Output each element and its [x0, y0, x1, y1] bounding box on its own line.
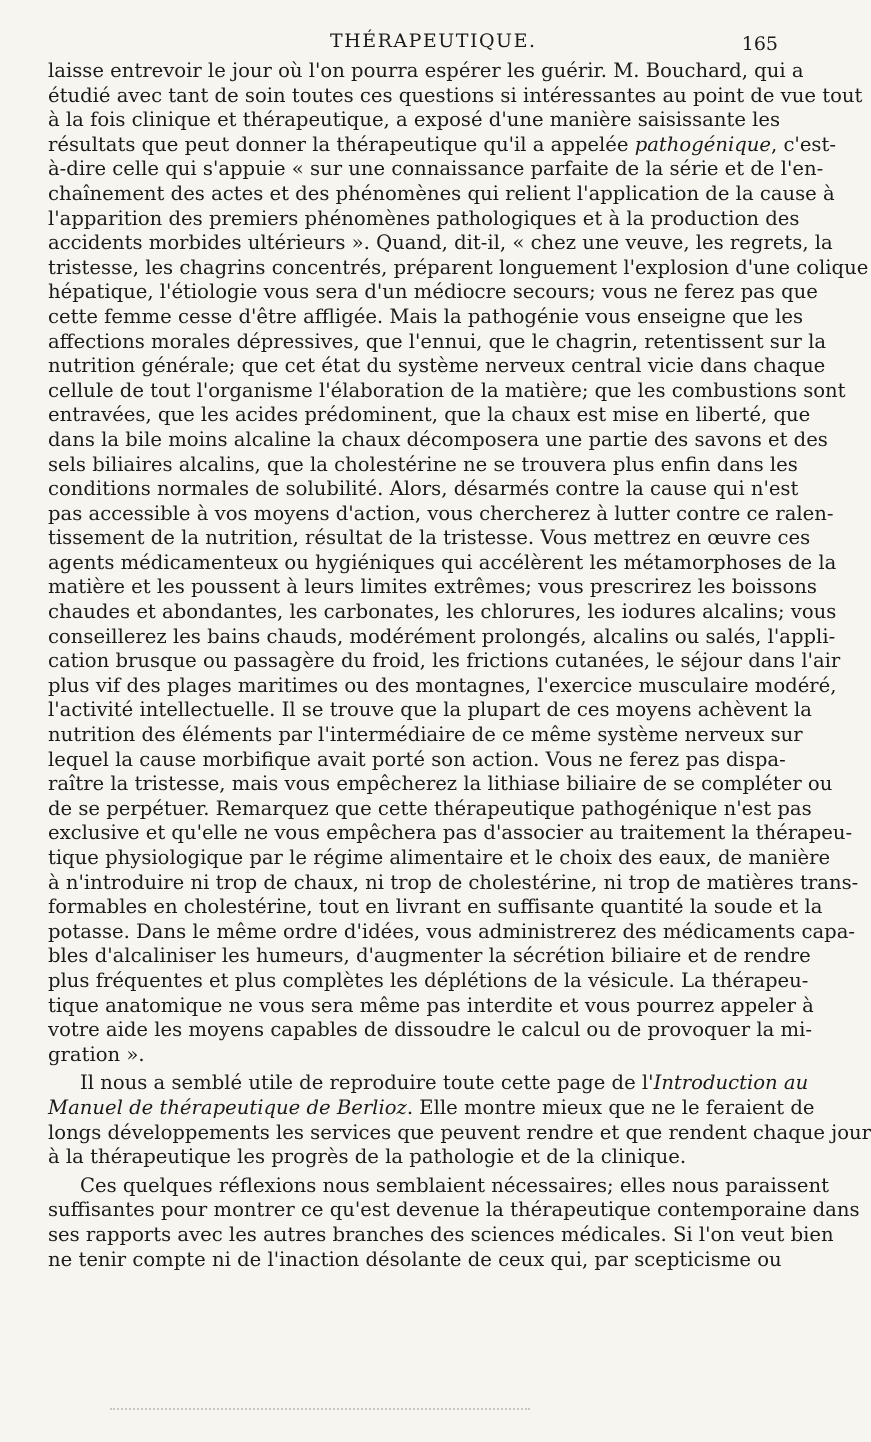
text-line: plus fréquentes et plus complètes les déplétions de la vésicule. La thérapeu- — [48, 968, 809, 992]
text-line: potasse. Dans le même ordre d'idées, vous administrerez des médicaments capa- — [48, 919, 855, 943]
text-line: l'apparition des premiers phénomènes pathologiques et à la production des — [48, 206, 800, 230]
text-line: à la thérapeutique les progrès de la pathologie et de la clinique. — [48, 1145, 687, 1169]
text-line: nutrition des éléments par l'intermédiaire de ce même système nerveux sur — [48, 723, 803, 747]
text-line: chaudes et abondantes, les carbonates, les chlorures, les iodures alcalins; vous — [48, 600, 837, 624]
text-line: gration ». — [48, 1042, 145, 1066]
text-line: tristesse, les chagrins concentrés, préparent longuement l'explosion d'une colique — [48, 255, 869, 279]
faded-footer-line — [110, 1408, 530, 1410]
text-line: tique anatomique ne vous sera même pas interdite et vous pourrez appeler à — [48, 993, 814, 1017]
text-line: votre aide les moyens capables de dissoudre le calcul ou de provoquer la mi- — [48, 1018, 813, 1042]
text-line: formables en cholestérine, tout en livrant en suffisante quantité la soude et la — [48, 895, 823, 919]
text-line: de se perpétuer. Remarquez que cette thérapeutique pathogénique n'est pas — [48, 796, 812, 820]
text-line: sels biliaires alcalins, que la cholestérine ne se trouvera plus enfin dans les — [48, 452, 798, 476]
text-line: Il nous a semblé utile de reproduire toute cette page de l'Introduction au — [80, 1071, 809, 1095]
text-line: ne tenir compte ni de l'inaction désolante de ceux qui, par scepticisme ou — [48, 1247, 782, 1271]
text-line: entravées, que les acides prédominent, que la chaux est mise en liberté, que — [48, 403, 811, 427]
body-text — [48, 59, 871, 1272]
text-line: Manuel de thérapeutique de Berlioz. Elle montre mieux que ne le feraient de — [48, 1095, 815, 1119]
text-line: nutrition générale; que cet état du système nerveux central vicie dans chaque — [48, 354, 826, 378]
text-line: tique physiologique par le régime alimentaire et le choix des eaux, de manière — [48, 846, 831, 869]
text-line: à-dire celle qui s'appuie « sur une connaissance parfaite de la série et de l'en- — [48, 157, 824, 181]
text-line: bles d'alcaliniser les humeurs, d'augmenter la sécrétion biliaire et de rendre — [48, 944, 811, 968]
text-line: accidents morbides ultérieurs ». Quand, dit-il, « chez une veuve, les regrets, la — [48, 231, 833, 255]
text-line: cation brusque ou passagère du froid, les frictions cutanées, le séjour dans l'air — [48, 649, 841, 673]
running-head — [0, 30, 800, 60]
text-line: raître la tristesse, mais vous empêcherez la lithiase biliaire de se compléter ou — [48, 772, 833, 796]
text-line: étudié avec tant de soin toutes ces questions si intéressantes au point de vue tout — [48, 83, 863, 107]
text-line: à la fois clinique et thérapeutique, a exposé d'une manière saisissante les — [48, 108, 781, 132]
paragraph — [48, 59, 869, 1067]
text-line: Ces quelques réflexions nous semblaient nécessaires; elles nous paraissent — [80, 1173, 829, 1197]
text-line: résultats que peut donner la thérapeutique qu'il a appelée pathogénique, c'est- — [48, 132, 836, 156]
text-line: laisse entrevoir le jour où l'on pourra espérer les guérir. M. Bouchard, qui a — [48, 59, 804, 82]
text-line: l'activité intellectuelle. Il se trouve que la plupart de ces moyens achèvent la — [48, 698, 812, 722]
text-line: longs développements les services que peuvent rendre et que rendent chaque jour — [48, 1120, 871, 1144]
running-title: THÉRAPEUTIQUE. — [330, 30, 537, 52]
text-line: pas accessible à vos moyens d'action, vous chercherez à lutter contre ce ralen- — [48, 501, 834, 525]
text-line: chaînement des actes et des phénomènes qui relient l'application de la cause à — [48, 181, 835, 205]
text-line: dans la bile moins alcaline la chaux décomposera une partie des savons et des — [48, 427, 828, 451]
text-line: suffisantes pour montrer ce qu'est devenue la thérapeutique contemporaine dans — [48, 1198, 860, 1222]
text-line: cette femme cesse d'être affligée. Mais la pathogénie vous enseigne que les — [48, 304, 804, 328]
text-line: agents médicamenteux ou hygiéniques qui accélèrent les métamorphoses de la — [48, 550, 837, 574]
text-line: matière et les poussent à leurs limites extrêmes; vous prescrirez les boissons — [48, 575, 817, 599]
text-line: affections morales dépressives, que l'ennui, que le chagrin, retentissent sur la — [48, 329, 827, 353]
text-line: hépatique, l'étiologie vous sera d'un médiocre secours; vous ne ferez pas que — [48, 280, 818, 304]
text-line: ses rapports avec les autres branches des sciences médicales. Si l'on veut bien — [48, 1222, 834, 1246]
page-number: 165 — [741, 33, 778, 55]
text-line: exclusive et qu'elle ne vous empêchera pas d'associer au traitement la thérapeu- — [48, 821, 853, 845]
text-line: conditions normales de solubilité. Alors, désarmés contre la cause qui n'est — [48, 477, 799, 501]
paragraph — [48, 1173, 860, 1272]
text-line: lequel la cause morbifique avait porté son action. Vous ne ferez pas dispa- — [48, 747, 786, 771]
text-line: tissement de la nutrition, résultat de la tristesse. Vous mettrez en œuvre ces — [48, 526, 811, 550]
text-line: cellule de tout l'organisme l'élaboration de la matière; que les combustions sont — [48, 378, 846, 402]
paragraph — [48, 1071, 871, 1169]
text-line: conseillerez les bains chauds, modérément prolongés, alcalins ou salés, l'appli- — [48, 624, 836, 648]
text-line: à n'introduire ni trop de chaux, ni trop de cholestérine, ni trop de matières trans- — [48, 870, 859, 894]
text-line: plus vif des plages maritimes ou des montagnes, l'exercice musculaire modéré, — [48, 673, 837, 697]
